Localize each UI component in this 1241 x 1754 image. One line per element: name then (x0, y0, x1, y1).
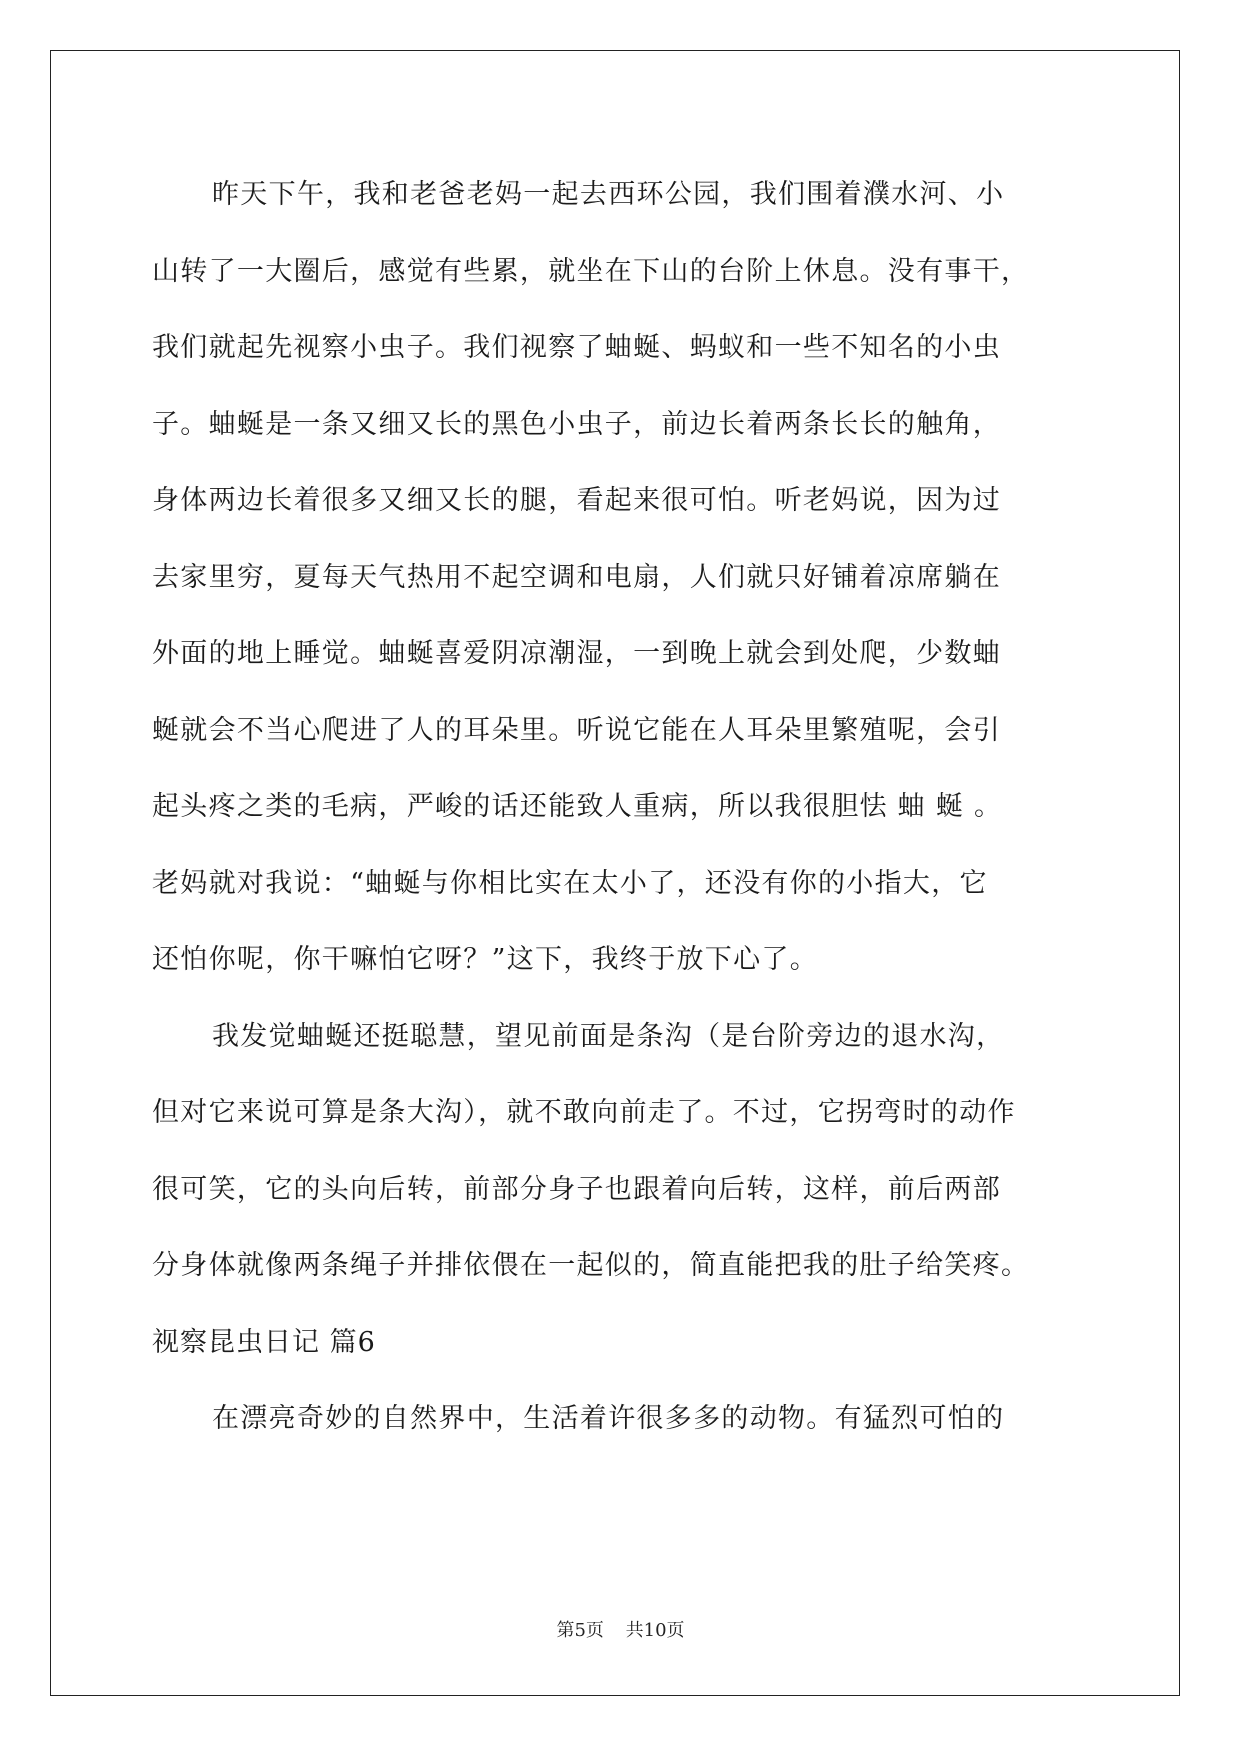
text-line: 我们就起先视察小虫子。我们视察了蚰蜒、蚂蚁和一些不知名的小虫 (152, 332, 1001, 363)
text-line: 身体两边长着很多又细又长的腿，看起来很可怕。听老妈说，因为过 (152, 485, 1001, 516)
text-line: 蜒就会不当心爬进了人的耳朵里。听说它能在人耳朵里繁殖呢，会引 (152, 714, 1001, 746)
document-body (152, 157, 1100, 1458)
text-line: 还怕你呢，你干嘛怕它呀？”这下，我终于放下心了。 (152, 944, 819, 975)
text-line: 子。蚰蜒是一条又细又长的黑色小虫子，前边长着两条长长的触角， (152, 408, 1001, 440)
text-line: 昨天下午，我和老爸老妈一起去西环公园，我们围着濮水河、小 (212, 179, 1005, 210)
page-number-footer: 第5页 共10页 (556, 1620, 685, 1641)
text-line: 分身体就像两条绳子并排依偎在一起似的，简直能把我的肚子给笑疼。 (152, 1250, 1030, 1281)
text-line: 在漂亮奇妙的自然界中，生活着许很多多的动物。有猛烈可怕的 (212, 1403, 1005, 1434)
text-line: 外面的地上睡觉。蚰蜒喜爱阴凉潮湿，一到晚上就会到处爬，少数蚰 (152, 638, 1001, 669)
text-line: 去家里穷，夏每天气热用不起空调和电扇，人们就只好铺着凉席躺在 (152, 561, 1001, 593)
text-line: 但对它来说可算是条大沟），就不敢向前走了。不过，它拐弯时的动作 (152, 1097, 1016, 1128)
text-line: 老妈就对我说：“蚰蜒与你相比实在太小了，还没有你的小指大，它 (152, 867, 988, 899)
text-line: 很可笑，它的头向后转，前部分身子也跟着向后转，这样，前后两部 (152, 1173, 1001, 1205)
text-line: 起头疼之类的毛病，严峻的话还能致人重病，所以我很胆怯 蚰 蜒 。 (152, 791, 1003, 822)
text-line: 山转了一大圈后，感觉有些累，就坐在下山的台阶上休息。没有事干， (152, 255, 1030, 287)
section-heading: 视察昆虫日记 篇6 (152, 1326, 376, 1358)
text-line: 我发觉蚰蜒还挺聪慧，望见前面是条沟（是台阶旁边的退水沟， (212, 1020, 1005, 1052)
